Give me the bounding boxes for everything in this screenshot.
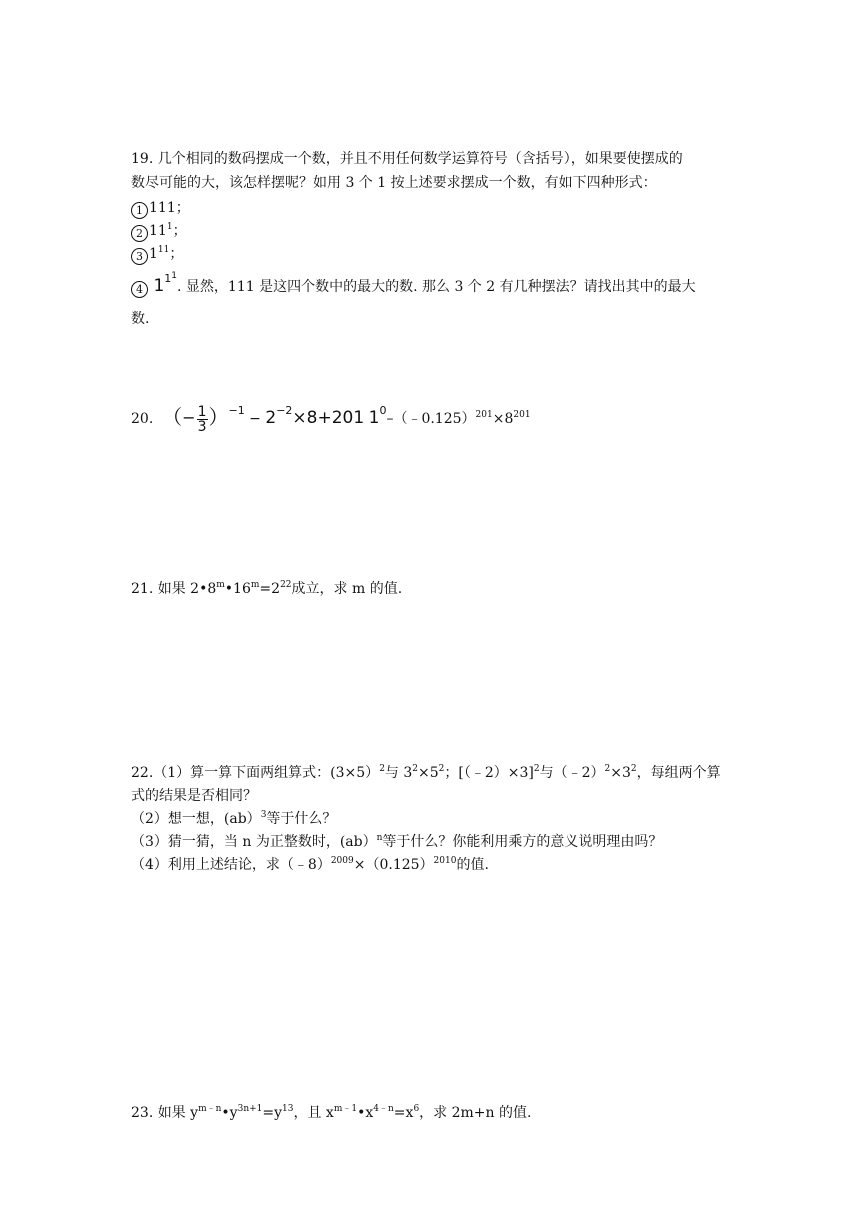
q22-part-2: （2）想一想，(ab）$^3$等于什么？ [131,810,337,827]
q19-option-4: 4 $1^{11}$. 显然，111 是这四个数中的最大的数. 那么 3 个 2 有几种摆法？请找出其中的最大 [131,276,696,298]
q19-line-1: 19. 几个相同的数码摆成一个数，并且不用任何数学运算符号（含括号），如果要使摆成的 [131,151,683,167]
q23-text: 23. 如果 $y^{m﹣n}•y^{3n+1}=y^{13}$，且 $x^{m﹣1}•x^{4﹣n}=x^6$，求 2m+n 的值. [131,1104,532,1121]
q22-part-4: （4）利用上述结论，求$(﹣8)^{2009}\times(0.125)^{2010}$的值. [131,856,489,873]
fraction: $\frac{1}{3}$ [197,403,207,435]
q22-part-1-line-2: 式的结果是否相同？ [131,788,257,804]
q20-expression: 20. （− $\frac{1}{3}$ ）$^{-1} - 2^{-2}\times 8+201$ $1^0-(﹣0.125)^{201}\times 8^{201}$ [131,403,531,435]
q19-option-2: 2 $11^1$； [131,222,187,242]
q19-line-last: 数. [131,311,150,327]
q19-option-3: 3 $1^{11}$； [131,245,183,265]
q19-option-1: 1 111； [131,199,190,219]
circled-number-1: 1 [131,202,148,219]
question-number: 20. [131,411,154,427]
circled-number-4: 4 [131,281,148,298]
circled-number-3: 3 [131,248,148,265]
q19-line-2: 数尽可能的大，该怎样摆呢？如用 3 个 1 按上述要求摆成一个数，有如下四种形式： [131,175,657,191]
q22-part-1: 22.（1）算一算下面两组算式：(3×5）$^2$与 $3^2\times 5^2$；[（﹣2）×3]$^2$与$(﹣2)^2\times 3^2$，每组两个算 [131,764,721,781]
circled-number-2: 2 [131,225,148,242]
q21-text: 21. 如果 $2•8^m•16^m=2^{22}$成立，求 m 的值. [131,580,403,597]
q22-part-3: （3）猜一猜，当 n 为正整数时，(ab）$^n$等于什么？你能利用乘方的意义说明理由吗？ [131,833,663,850]
